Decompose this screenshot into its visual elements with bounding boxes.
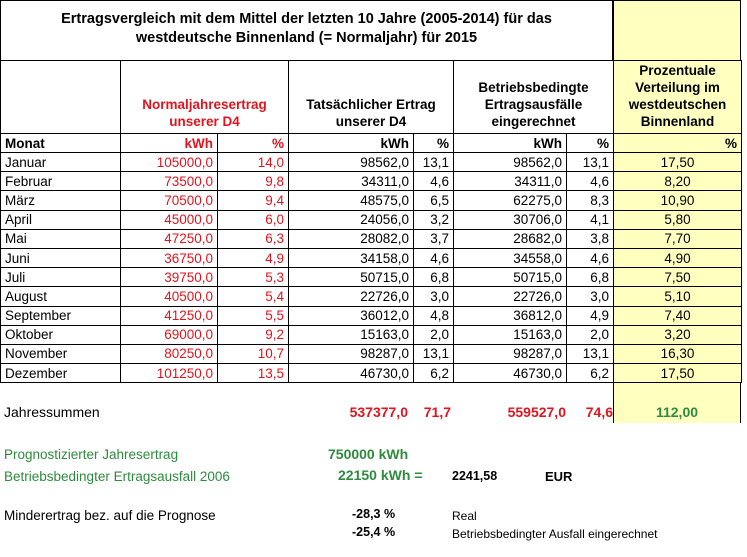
- actual-kwh-cell: 34311,0: [289, 172, 414, 191]
- actual-pct-cell: 4,6: [414, 172, 454, 191]
- month-cell: Oktober: [1, 325, 121, 344]
- failure-eur-value: 2241,58: [452, 469, 498, 483]
- normal-kwh-cell: 41250,0: [121, 306, 218, 325]
- normal-pct-cell: 10,7: [218, 344, 289, 363]
- failures-pct-cell: 4,9: [567, 306, 614, 325]
- actual-kwh-cell: 46730,0: [289, 364, 414, 383]
- normal-kwh-cell: 39750,0: [121, 268, 218, 287]
- month-cell: September: [1, 306, 121, 325]
- actual-pct-cell: 13,1: [414, 153, 454, 172]
- normal-kwh-cell: 70500,0: [121, 191, 218, 210]
- actual-pct-cell: 13,1: [414, 344, 454, 363]
- failures-pct-cell: 4,6: [567, 248, 614, 267]
- failures-kwh-cell: 98562,0: [454, 153, 567, 172]
- distribution-cell: 8,20: [614, 172, 742, 191]
- yield-table: [0, 60, 742, 383]
- failures-kwh-cell: 46730,0: [454, 364, 567, 383]
- failures-pct-cell: 2,0: [567, 325, 614, 344]
- units-row: [1, 134, 742, 153]
- distribution-cell: 7,40: [614, 306, 742, 325]
- distribution-cell: 4,90: [614, 248, 742, 267]
- header-failures-included: Betriebsbedingte Ertragsausfälle eingerechnet: [454, 61, 614, 134]
- table-row: [1, 268, 742, 287]
- failures-pct-cell: 3,0: [567, 287, 614, 306]
- distribution-cell: 10,90: [614, 191, 742, 210]
- forecast-value: 750000 kWh: [328, 446, 409, 462]
- distribution-cell: 5,10: [614, 287, 742, 306]
- distribution-cell: 7,70: [614, 229, 742, 248]
- failures-kwh-cell: 28682,0: [454, 229, 567, 248]
- failures-kwh-cell: 98287,0: [454, 344, 567, 363]
- actual-pct-cell: 4,6: [414, 248, 454, 267]
- normal-kwh-cell: 80250,0: [121, 344, 218, 363]
- month-cell: Februar: [1, 172, 121, 191]
- normal-pct-cell: 6,3: [218, 229, 289, 248]
- shortfall-real-label: Real: [452, 509, 477, 523]
- failures-pct-cell: 4,1: [567, 210, 614, 229]
- unit-kwh-normal: kWh: [121, 134, 218, 153]
- failure-label: Betriebsbedingter Ertragsausfall 2006: [4, 469, 230, 484]
- page-title: [0, 0, 613, 60]
- actual-pct-cell: 6,5: [414, 191, 454, 210]
- month-cell: Juni: [1, 248, 121, 267]
- unit-pct-actual: %: [414, 134, 454, 153]
- failures-kwh-cell: 22726,0: [454, 287, 567, 306]
- actual-pct-cell: 6,8: [414, 268, 454, 287]
- normal-kwh-cell: 47250,0: [121, 229, 218, 248]
- normal-pct-cell: 14,0: [218, 153, 289, 172]
- normal-pct-cell: 6,0: [218, 210, 289, 229]
- unit-month: Monat: [1, 134, 121, 153]
- title-line-2: westdeutsche Binnenland (= Normaljahr) für 2015: [135, 30, 478, 46]
- header-actual-yield: Tatsächlicher Ertrag unserer D4: [289, 61, 454, 134]
- normal-kwh-cell: 73500,0: [121, 172, 218, 191]
- distribution-cell: 16,30: [614, 344, 742, 363]
- actual-kwh-cell: 36012,0: [289, 306, 414, 325]
- failures-kwh-cell: 15163,0: [454, 325, 567, 344]
- actual-pct-cell: 3,0: [414, 287, 454, 306]
- header-normal-yield: Normaljahresertrag unserer D4: [121, 61, 289, 134]
- failure-value: 22150 kWh =: [338, 467, 423, 483]
- unit-kwh-failures: kWh: [454, 134, 567, 153]
- normal-pct-cell: 13,5: [218, 364, 289, 383]
- normal-pct-cell: 9,8: [218, 172, 289, 191]
- actual-pct-cell: 3,2: [414, 210, 454, 229]
- failures-pct-cell: 4,6: [567, 172, 614, 191]
- month-cell: April: [1, 210, 121, 229]
- sum-distribution: 112,00: [655, 404, 699, 420]
- actual-kwh-cell: 24056,0: [289, 210, 414, 229]
- month-cell: August: [1, 287, 121, 306]
- header-distribution: Prozentuale Verteilung im westdeutschen Binnenland: [614, 61, 742, 134]
- normal-kwh-cell: 36750,0: [121, 248, 218, 267]
- failures-kwh-cell: 30706,0: [454, 210, 567, 229]
- table-row: [1, 248, 742, 267]
- sum-failures-pct: 74,6: [585, 404, 613, 420]
- normal-kwh-cell: 40500,0: [121, 287, 218, 306]
- failures-pct-cell: 6,8: [567, 268, 614, 287]
- table-row: [1, 229, 742, 248]
- failures-pct-cell: 6,2: [567, 364, 614, 383]
- unit-pct-failures: %: [567, 134, 614, 153]
- actual-kwh-cell: 50715,0: [289, 268, 414, 287]
- table-row: [1, 364, 742, 383]
- normal-pct-cell: 9,4: [218, 191, 289, 210]
- failure-eur-unit: EUR: [545, 469, 573, 484]
- sum-actual-pct: 71,7: [423, 404, 451, 420]
- sums-label: Jahressummen: [4, 404, 100, 420]
- normal-pct-cell: 5,5: [218, 306, 289, 325]
- actual-pct-cell: 6,2: [414, 364, 454, 383]
- unit-pct-normal: %: [218, 134, 289, 153]
- month-cell: November: [1, 344, 121, 363]
- normal-pct-cell: 9,2: [218, 325, 289, 344]
- failures-pct-cell: 3,8: [567, 229, 614, 248]
- distribution-cell: 5,80: [614, 210, 742, 229]
- table-row: [1, 172, 742, 191]
- actual-kwh-cell: 98562,0: [289, 153, 414, 172]
- table-row: [1, 344, 742, 363]
- month-cell: Juli: [1, 268, 121, 287]
- month-cell: Dezember: [1, 364, 121, 383]
- failures-pct-cell: 13,1: [567, 153, 614, 172]
- table-row: [1, 325, 742, 344]
- failures-kwh-cell: 36812,0: [454, 306, 567, 325]
- failures-kwh-cell: 34311,0: [454, 172, 567, 191]
- actual-kwh-cell: 22726,0: [289, 287, 414, 306]
- normal-pct-cell: 5,4: [218, 287, 289, 306]
- distribution-cell: 7,50: [614, 268, 742, 287]
- shortfall-real-value: -28,3 %: [352, 507, 396, 521]
- distribution-cell: 17,50: [614, 153, 742, 172]
- normal-kwh-cell: 105000,0: [121, 153, 218, 172]
- month-cell: Mai: [1, 229, 121, 248]
- table-row: [1, 153, 742, 172]
- normal-kwh-cell: 101250,0: [121, 364, 218, 383]
- distribution-cell: 17,50: [614, 364, 742, 383]
- unit-kwh-actual: kWh: [289, 134, 414, 153]
- header-row: [1, 61, 742, 134]
- header-empty: [1, 61, 121, 134]
- distribution-cell: 3,20: [614, 325, 742, 344]
- failures-pct-cell: 8,3: [567, 191, 614, 210]
- forecast-label: Prognostizierter Jahresertrag: [4, 447, 179, 462]
- actual-kwh-cell: 98287,0: [289, 344, 414, 363]
- shortfall-label: Minderertrag bez. auf die Prognose: [4, 508, 216, 523]
- failures-kwh-cell: 34558,0: [454, 248, 567, 267]
- table-row: [1, 306, 742, 325]
- failures-kwh-cell: 62275,0: [454, 191, 567, 210]
- unit-pct-distribution: %: [614, 134, 742, 153]
- normal-pct-cell: 4,9: [218, 248, 289, 267]
- sum-actual-kwh: 537377,0: [349, 404, 408, 420]
- failures-kwh-cell: 50715,0: [454, 268, 567, 287]
- table-row: [1, 287, 742, 306]
- actual-pct-cell: 2,0: [414, 325, 454, 344]
- month-cell: Januar: [1, 153, 121, 172]
- table-row: [1, 191, 742, 210]
- sum-failures-kwh: 559527,0: [507, 404, 566, 420]
- normal-kwh-cell: 69000,0: [121, 325, 218, 344]
- actual-kwh-cell: 15163,0: [289, 325, 414, 344]
- table-row: [1, 210, 742, 229]
- shortfall-adjusted-value: -25,4 %: [352, 525, 396, 539]
- normal-pct-cell: 5,3: [218, 268, 289, 287]
- failures-pct-cell: 13,1: [567, 344, 614, 363]
- actual-kwh-cell: 28082,0: [289, 229, 414, 248]
- actual-pct-cell: 3,7: [414, 229, 454, 248]
- normal-kwh-cell: 45000,0: [121, 210, 218, 229]
- actual-kwh-cell: 34158,0: [289, 248, 414, 267]
- actual-kwh-cell: 48575,0: [289, 191, 414, 210]
- shortfall-adjusted-label: Betriebsbedingter Ausfall eingerechnet: [452, 527, 658, 541]
- month-cell: März: [1, 191, 121, 210]
- title-line-1: Ertragsvergleich mit dem Mittel der letzten 10 Jahre (2005-2014) für das: [61, 11, 552, 27]
- actual-pct-cell: 4,8: [414, 306, 454, 325]
